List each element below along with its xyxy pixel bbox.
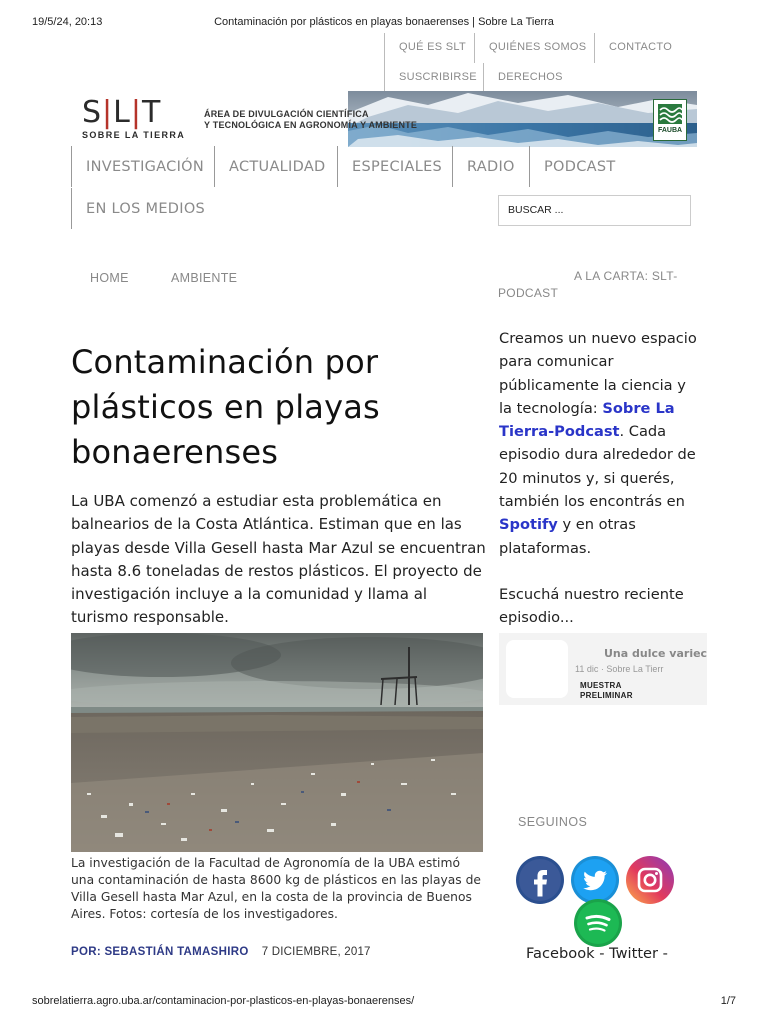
podcast-link[interactable]: Sobre La Tierra-Podcast [499, 399, 675, 441]
article-lead: La UBA comenzó a estudiar esta problemática en balnearios de la Costa Atlántica. Estiman que en las playas desde Villa Gesell hasta Mar Azul se encuentran hasta 8.6 toneladas de restos plásticos. El proyecto de investigación incluye a la comunidad y llama al turismo responsable. [71, 492, 486, 627]
podcast-episode-title: Una dulce variec [604, 647, 707, 660]
nav-actualidad[interactable]: ACTUALIDAD [214, 146, 326, 187]
nav-link-quienes-somos[interactable]: QUIÉNES SOMOS [474, 33, 586, 63]
banner-tagline: ÁREA DE DIVULGACIÓN CIENTÍFICA Y TECNOLÓGICA EN AGRONOMÍA Y AMBIENTE [204, 109, 418, 130]
header-banner [198, 91, 697, 147]
podcast-embed[interactable] [499, 633, 707, 705]
podcast-thumbnail [506, 640, 568, 698]
nav-link-contacto[interactable]: CONTACTO [594, 33, 672, 63]
podcast-preview-label: MUESTRA PRELIMINAR [580, 681, 633, 700]
nav-especiales[interactable]: ESPECIALES [337, 146, 442, 187]
podcast-meta: 11 dic · Sobre La Tierr [575, 664, 664, 674]
article-author[interactable]: POR: SEBASTIÁN TAMASHIRO [71, 946, 249, 958]
breadcrumb-ambiente[interactable]: AMBIENTE [171, 271, 238, 285]
site-logo[interactable] [82, 95, 186, 140]
sidebar-intro-paragraph: Creamos un nuevo espacio para comunicar públicamente la ciencia y la tecnología: Sobre La Tierra-Podcast. Cada episodio dura alrededor de 20 minutos y, si querés, también los encontrás en Spotify y en otras plataformas. [499, 330, 697, 557]
search-input[interactable]: BUSCAR ... [498, 195, 691, 226]
article-title: Contaminación por plásticos en playas bonaerenses [71, 343, 380, 471]
print-page-number: 1/7 [720, 995, 736, 1007]
nav-link-derechos[interactable]: DERECHOS [483, 63, 563, 93]
nav-en-los-medios[interactable]: EN LOS MEDIOS [71, 188, 205, 229]
twitter-icon[interactable] [571, 856, 619, 904]
breadcrumb-home[interactable]: HOME [90, 271, 129, 285]
nav-radio[interactable]: RADIO [452, 146, 515, 187]
spotify-link[interactable]: Spotify [499, 516, 558, 534]
facebook-icon[interactable] [516, 856, 564, 904]
sidebar-podcast-intro [499, 327, 699, 653]
print-url: sobrelatierra.agro.uba.ar/contaminacion-por-plasticos-en-playas-bonaerenses/ [32, 995, 415, 1007]
nav-link-suscribirse[interactable]: SUSCRIBIRSE [384, 63, 477, 93]
print-document-title: Contaminación por plásticos en playas bonaerenses | Sobre La Tierra [214, 16, 554, 28]
fauba-badge[interactable] [653, 99, 687, 141]
nav-podcast[interactable]: PODCAST [529, 146, 616, 187]
fauba-label: FAUBA [657, 127, 683, 134]
logo-letters: S|L|T [82, 95, 162, 130]
photo-caption: La investigación de la Facultad de Agronomía de la UBA estimó una contaminación de hasta 8600 kg de plásticos en las playas de Villa Gesell hasta Mar Azul, en la costa de la provincia de Buenos Aires. Fotos: cortesía de los investigadores. [71, 856, 481, 921]
nav-link-que-es-slt[interactable]: QUÉ ES SLT [384, 33, 466, 63]
article-date: 7 DICIEMBRE, 2017 [261, 946, 371, 958]
article-photo [71, 633, 483, 852]
article-byline [71, 946, 371, 958]
logo-subtitle: SOBRE LA TIERRA [82, 130, 186, 140]
follow-title: SEGUINOS [518, 815, 588, 829]
social-links-text[interactable]: Facebook - Twitter - [526, 945, 668, 962]
instagram-icon[interactable] [626, 856, 674, 904]
spotify-icon[interactable] [574, 899, 622, 947]
beach-litter-photo [71, 633, 483, 852]
sidebar-cta: Escuchá nuestro reciente episodio... [499, 585, 684, 627]
nav-investigacion[interactable]: INVESTIGACIÓN [71, 146, 204, 187]
fauba-mark-icon [658, 104, 682, 124]
print-datetime: 19/5/24, 20:13 [32, 16, 103, 28]
sidebar-widget-title: A LA CARTA: SLT-PODCAST [498, 269, 678, 300]
